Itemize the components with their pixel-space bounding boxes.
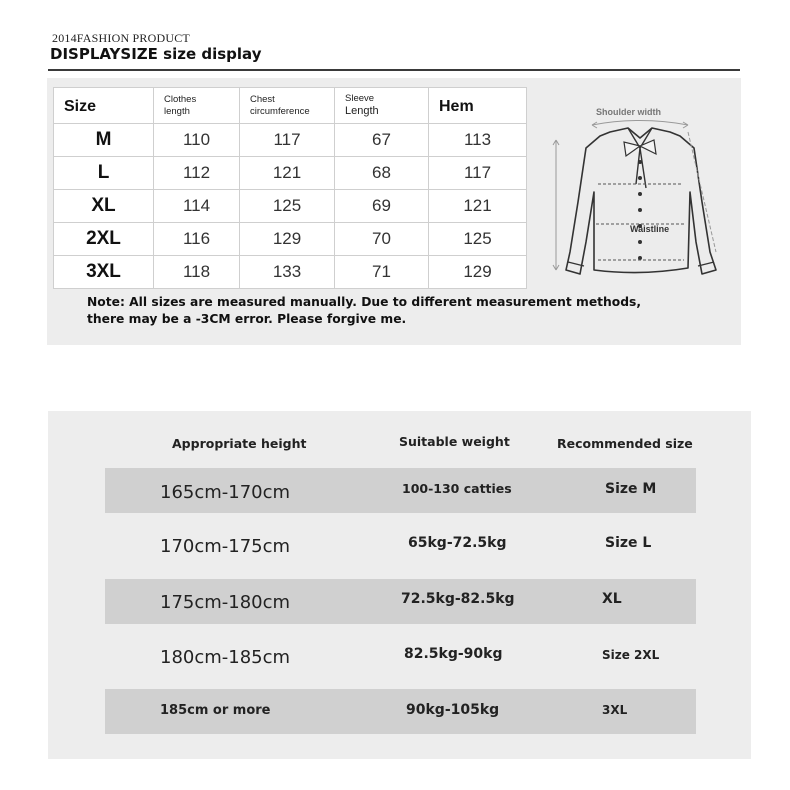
title-divider xyxy=(48,69,740,71)
size-cell: Size L xyxy=(605,535,652,551)
brand-label: 2014FASHION PRODUCT xyxy=(52,31,190,45)
height-cell: 180cm-185cm xyxy=(160,647,291,668)
cell-sleeve: 71 xyxy=(335,256,429,289)
size-cell: Size 2XL xyxy=(602,648,660,662)
table-row xyxy=(54,223,527,256)
size-cell: XL xyxy=(602,591,622,607)
header-size xyxy=(54,88,154,124)
blouse-icon xyxy=(540,92,740,292)
blouse-measurement-diagram xyxy=(540,92,740,292)
shoulder-width-label: Shoulder width xyxy=(596,107,661,117)
header-chest xyxy=(240,88,335,124)
measurement-note xyxy=(87,294,687,328)
height-cell: 170cm-175cm xyxy=(160,536,291,557)
size-table-header xyxy=(54,88,527,124)
cell-size: M xyxy=(54,124,154,157)
header-appropriate-height: Appropriate height xyxy=(172,436,307,451)
table-row xyxy=(54,190,527,223)
table-row xyxy=(54,256,527,289)
header-sleeve-line2: Length xyxy=(345,105,379,117)
weight-cell: 82.5kg-90kg xyxy=(404,646,503,662)
table-row xyxy=(54,124,527,157)
weight-cell: 65kg-72.5kg xyxy=(408,535,507,551)
cell-hem: 129 xyxy=(429,256,527,289)
cell-length: 114 xyxy=(154,190,240,223)
cell-length: 112 xyxy=(154,157,240,190)
size-cell: 3XL xyxy=(602,703,628,717)
header-chest-line2: circumference xyxy=(250,105,310,117)
weight-cell: 100-130 catties xyxy=(402,481,512,496)
cell-size: 3XL xyxy=(54,256,154,289)
height-cell: 185cm or more xyxy=(160,703,271,718)
header-suitable-weight: Suitable weight xyxy=(399,434,510,449)
size-cell: Size M xyxy=(605,481,657,497)
weight-cell: 90kg-105kg xyxy=(406,702,500,718)
cell-hem: 117 xyxy=(429,157,527,190)
cell-hem: 113 xyxy=(429,124,527,157)
note-line-1: Note: All sizes are measured manually. Due to different measurement methods, xyxy=(87,295,642,309)
size-table xyxy=(53,87,527,289)
note-line-2: there may be a -3CM error. Please forgive me. xyxy=(87,312,407,326)
cell-size: 2XL xyxy=(54,223,154,256)
waistline-label: Waistline xyxy=(630,224,670,234)
cell-length: 116 xyxy=(154,223,240,256)
cell-hem: 125 xyxy=(429,223,527,256)
cell-sleeve: 68 xyxy=(335,157,429,190)
cell-chest: 117 xyxy=(240,124,335,157)
height-cell: 165cm-170cm xyxy=(160,482,291,503)
height-cell: 175cm-180cm xyxy=(160,592,291,613)
weight-cell: 72.5kg-82.5kg xyxy=(401,591,515,607)
header-clothes-length xyxy=(154,88,240,124)
cell-sleeve: 69 xyxy=(335,190,429,223)
cell-size: L xyxy=(54,157,154,190)
cell-sleeve: 70 xyxy=(335,223,429,256)
cell-hem: 121 xyxy=(429,190,527,223)
cell-chest: 121 xyxy=(240,157,335,190)
header-size-label: Size xyxy=(64,97,97,115)
header-clothes-line1: Clothes xyxy=(164,93,197,105)
page-title: DISPLAYSIZE size display xyxy=(50,45,262,63)
cell-length: 110 xyxy=(154,124,240,157)
cell-chest: 129 xyxy=(240,223,335,256)
header-hem-label: Hem xyxy=(439,97,474,115)
cell-chest: 125 xyxy=(240,190,335,223)
cell-chest: 133 xyxy=(240,256,335,289)
table-row xyxy=(54,157,527,190)
header-hem xyxy=(429,88,527,124)
cell-size: XL xyxy=(54,190,154,223)
header-sleeve-line1: Sleeve xyxy=(345,93,375,104)
header-recommended-size: Recommended size xyxy=(557,436,693,451)
header-clothes-line2: length xyxy=(164,105,190,117)
cell-sleeve: 67 xyxy=(335,124,429,157)
cell-length: 118 xyxy=(154,256,240,289)
header-chest-line1: Chest xyxy=(250,93,275,105)
header-sleeve xyxy=(335,88,429,124)
